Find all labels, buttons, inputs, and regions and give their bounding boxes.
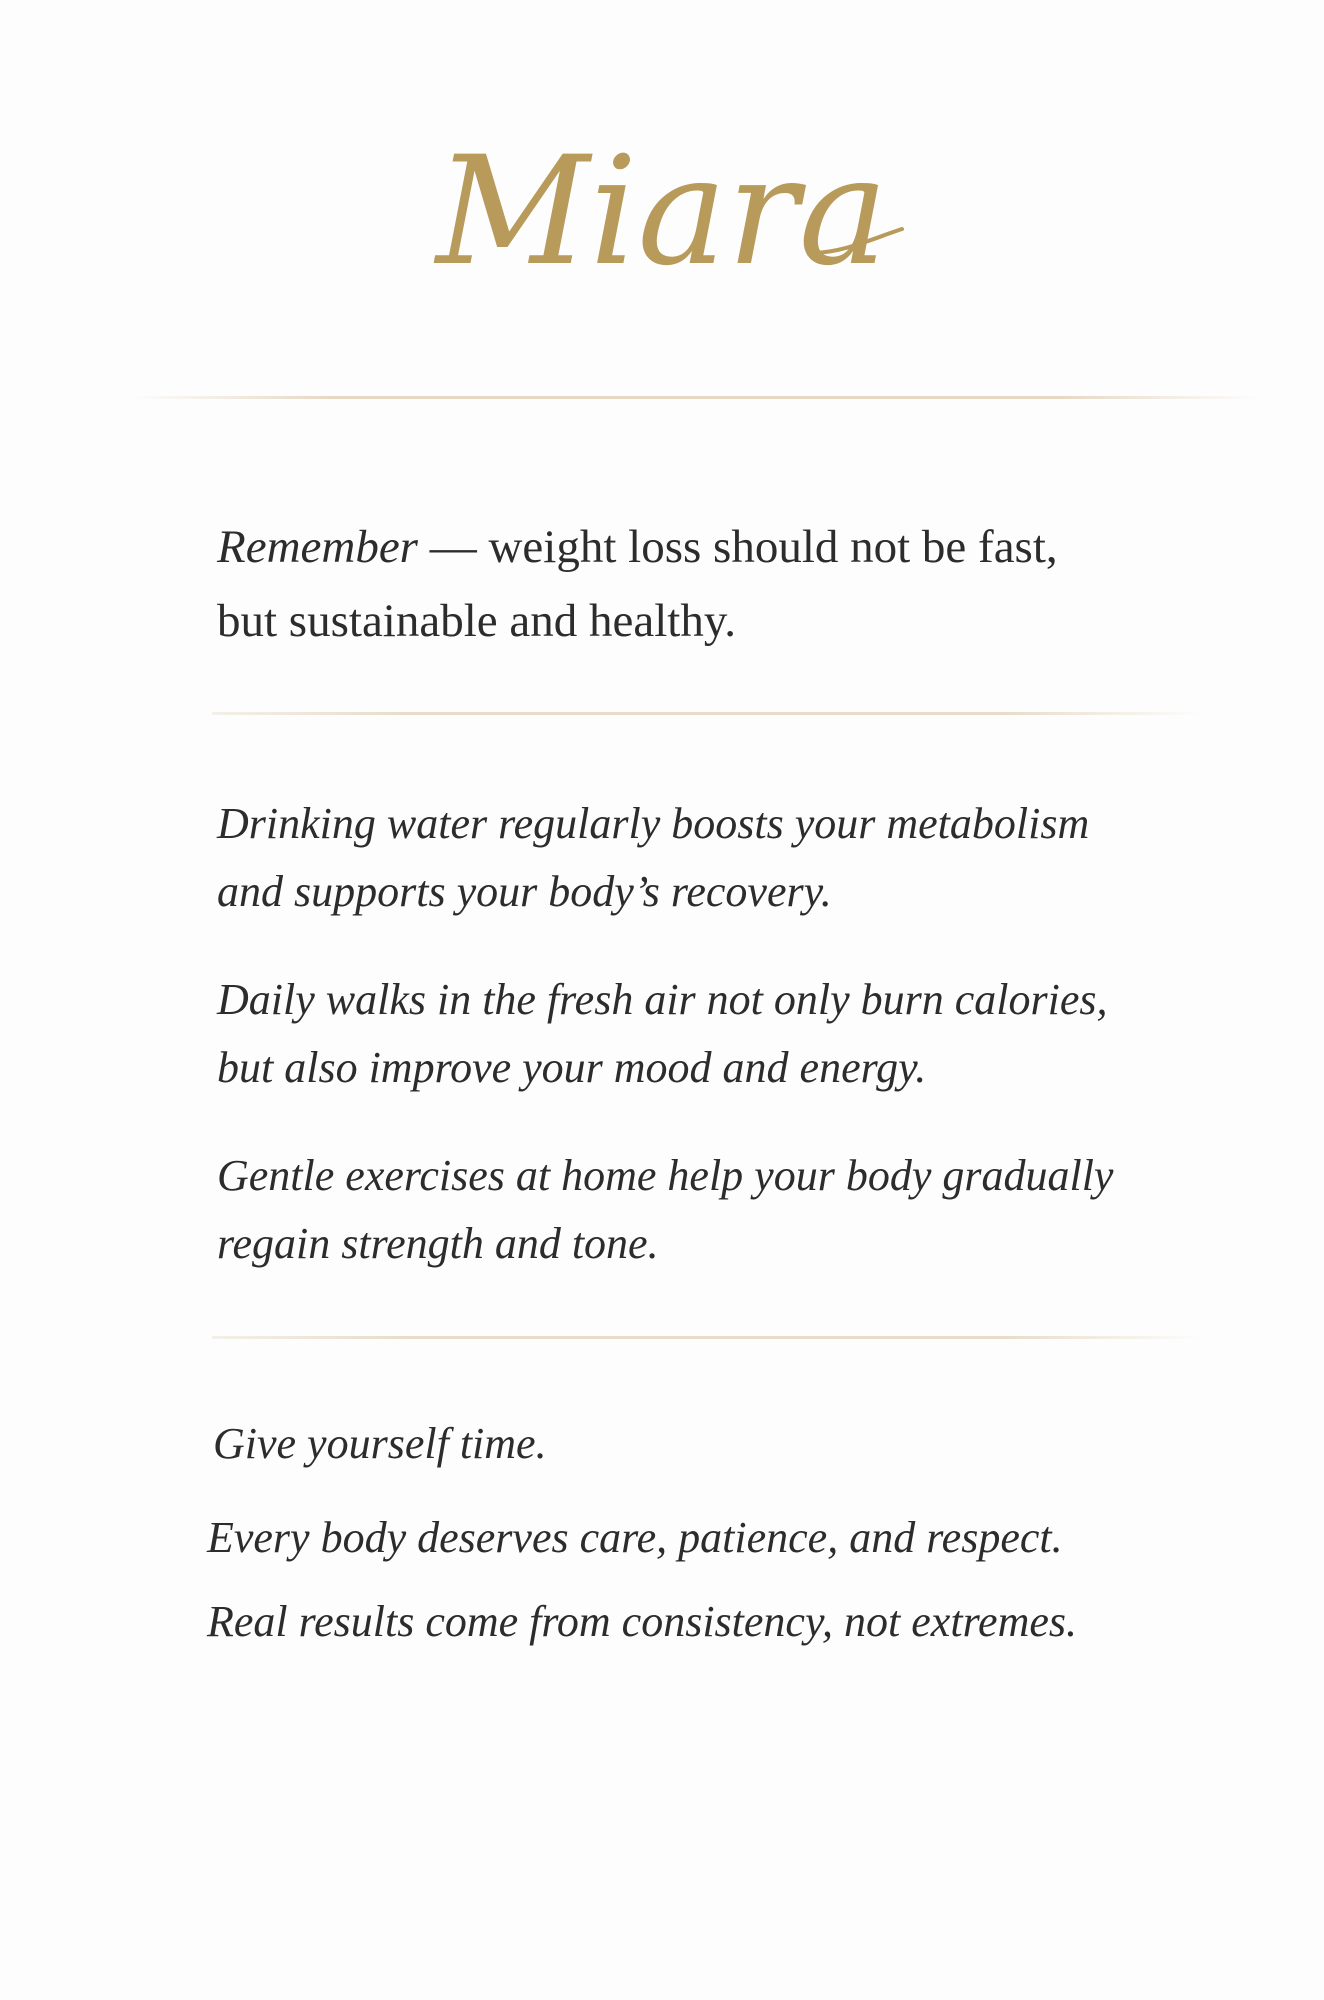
intro-line2: but sustainable and healthy. <box>217 595 737 647</box>
brand-logo-text: Miara <box>435 135 889 299</box>
brand-logo-mark <box>402 135 922 305</box>
tip-exercises <box>217 1142 1113 1278</box>
closing-line-time: Give yourself time. <box>213 1419 547 1468</box>
tip-water <box>217 790 1089 926</box>
tip-line: and supports your body’s recovery. <box>217 867 832 916</box>
closing-line-care: Every body deserves care, patience, and respect. <box>207 1513 1063 1562</box>
brand-logo <box>0 135 1324 305</box>
tip-line: Daily walks in the fresh air not only burn calories, <box>217 975 1108 1024</box>
divider-middle <box>212 712 1202 715</box>
tip-line: but also improve your mood and energy. <box>217 1043 927 1092</box>
tip-walks <box>217 966 1108 1102</box>
intro-line1-rest: — weight loss should not be fast, <box>417 521 1058 573</box>
divider-bottom <box>212 1336 1202 1339</box>
closing-line-results: Real results come from consistency, not extremes. <box>207 1597 1078 1646</box>
intro-emphasis: Remember <box>217 521 418 573</box>
tip-line: regain strength and tone. <box>217 1219 659 1268</box>
intro-text <box>217 510 1058 658</box>
tip-line: Drinking water regularly boosts your metabolism <box>217 799 1090 848</box>
tip-line: Gentle exercises at home help your body gradually <box>217 1151 1114 1200</box>
divider-top <box>130 396 1260 399</box>
